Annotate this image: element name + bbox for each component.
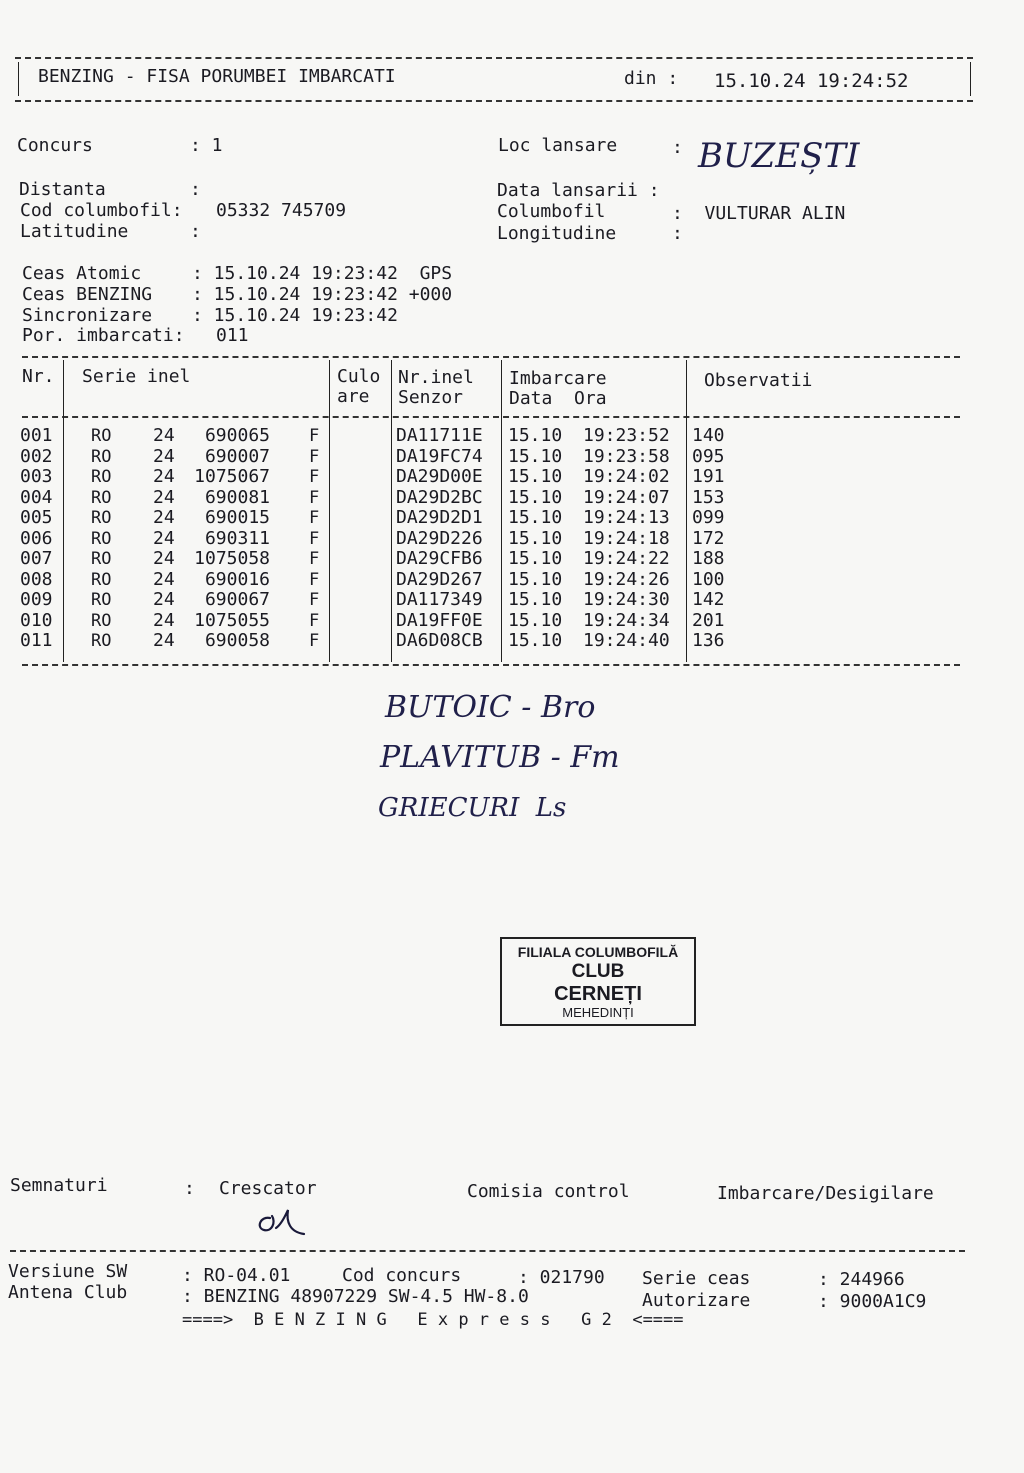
latitudine-label: Latitudine [20, 221, 129, 242]
th-nr-inel-1: Nr.inel [398, 367, 474, 388]
crescator-signature [252, 1204, 314, 1240]
cell-sensor: DA29D00E [396, 466, 483, 487]
cell-obs: 188 [692, 548, 725, 569]
table-row [0, 570, 1024, 590]
cell-date: 15.10 [508, 527, 563, 549]
cell-country: RO [91, 631, 112, 651]
cell-sex: F [309, 590, 320, 610]
serie-ceas-label: Serie ceas [642, 1268, 751, 1289]
loc-lansare-label: Loc lansare [498, 135, 618, 156]
cell-year: 24 [153, 589, 175, 610]
cell-country: RO [91, 590, 112, 610]
ceas-benzing-label: Ceas BENZING [22, 284, 153, 305]
th-imbarcare-2: Data Ora [509, 388, 607, 409]
header-top-border [15, 57, 973, 59]
cell-year: 24 [153, 486, 175, 508]
cell-sex: F [309, 467, 320, 487]
versiune-sw-value: : RO-04.01 [182, 1265, 291, 1286]
cell-date: 15.10 [508, 507, 563, 528]
cell-sensor: DA29CFB6 [396, 548, 483, 569]
table-row [0, 631, 1024, 651]
cell-nr: 004 [20, 486, 53, 508]
antena-club-label: Antena Club [8, 1282, 128, 1303]
th-nr: Nr. [22, 366, 55, 387]
th-culoare-2: are [337, 386, 370, 407]
cell-obs: 136 [692, 630, 725, 651]
cell-year: 24 [153, 507, 175, 528]
th-serie-inel: Serie inel [82, 366, 191, 387]
semnaturi-colon: : [184, 1178, 195, 1199]
cell-time: 19:24:26 [583, 568, 670, 590]
semnaturi-label: Semnaturi [10, 1175, 108, 1196]
cell-sensor: DA29D226 [396, 527, 483, 549]
latitudine-value: : [190, 221, 201, 242]
header-bottom-border [15, 100, 973, 102]
cell-sex: F [309, 508, 320, 528]
cell-obs: 100 [692, 568, 725, 590]
cell-date: 15.10 [508, 445, 563, 467]
autorizare-label: Autorizare [642, 1290, 751, 1311]
th-imbarcare-1: Imbarcare [509, 368, 607, 389]
cell-sex: F [309, 631, 320, 651]
autorizare-value: : 9000A1C9 [818, 1291, 927, 1312]
por-imbarcati-label: Por. imbarcati: [22, 325, 185, 346]
cell-obs: 099 [692, 507, 725, 528]
cell-country: RO [91, 610, 112, 631]
table-top-border [22, 356, 960, 358]
cell-year: 24 [153, 609, 175, 631]
cell-country: RO [91, 549, 112, 569]
sincronizare-value: : 15.10.24 19:23:42 [192, 305, 398, 326]
longitudine-label: Longitudine [497, 223, 617, 244]
serie-ceas-value: : 244966 [818, 1269, 905, 1290]
cell-date: 15.10 [508, 568, 563, 590]
benzing-express-banner: ====> B E N Z I N G E x p r e s s G 2 <==== [182, 1310, 684, 1330]
versiune-sw-label: Versiune SW [8, 1261, 128, 1282]
handwritten-note: PLAVITUB - Fm [380, 740, 620, 775]
cod-columbofil-label: Cod columbofil: [20, 200, 183, 221]
cell-sex: F [309, 569, 320, 590]
cell-sex: F [309, 426, 320, 446]
table-header-divider [22, 416, 960, 418]
cell-year: 24 [153, 630, 175, 651]
cell-time: 19:24:40 [583, 630, 670, 651]
page-title: BENZING - FISA PORUMBEI IMBARCATI [38, 66, 396, 87]
concurs-label: Concurs [17, 135, 93, 156]
table-row [0, 611, 1024, 631]
imbarcare-desigilare-label: Imbarcare/Desigilare [717, 1183, 934, 1204]
cell-time: 19:24:18 [583, 527, 670, 549]
table-row [0, 590, 1024, 610]
cell-ring: 690081 [204, 486, 270, 508]
cell-sensor: DA29D2D1 [396, 507, 483, 528]
cell-nr: 008 [20, 568, 53, 590]
cell-nr: 007 [20, 548, 53, 569]
cell-nr: 011 [20, 630, 53, 651]
columbofil-value: : VULTURAR ALIN [672, 203, 846, 224]
cell-obs: 140 [692, 425, 725, 446]
club-stamp [500, 937, 696, 1026]
cell-date: 15.10 [508, 548, 563, 569]
cell-year: 24 [153, 425, 175, 446]
cell-sex: F [309, 549, 320, 569]
cell-sensor: DA29D2BC [396, 486, 483, 508]
cell-time: 19:24:34 [583, 609, 670, 631]
cell-nr: 009 [20, 589, 53, 610]
crescator-label: Crescator [219, 1178, 317, 1199]
cell-obs: 095 [692, 445, 725, 467]
th-culoare-1: Culo [337, 366, 381, 387]
cell-ring: 690067 [204, 589, 270, 610]
cell-year: 24 [153, 568, 175, 590]
distanta-value: : [190, 179, 201, 200]
cell-time: 19:24:02 [583, 466, 670, 487]
handwritten-note: BUTOIC - Bro [385, 690, 596, 725]
cell-country: RO [91, 487, 112, 508]
distanta-label: Distanta [19, 179, 106, 200]
comisia-control-label: Comisia control [467, 1181, 630, 1202]
header-datetime: 15.10.24 19:24:52 [714, 70, 909, 92]
cell-ring: 690007 [204, 445, 270, 467]
cod-concurs-label: Cod concurs [342, 1265, 462, 1286]
stamp-line-filiala: FILIALA COLUMBOFILĂ [517, 944, 679, 960]
stamp-line-club: CLUB [571, 960, 625, 982]
cell-date: 15.10 [508, 609, 563, 631]
cell-ring: 1075055 [194, 609, 270, 631]
cell-nr: 001 [20, 425, 53, 446]
cell-ring: 690015 [204, 507, 270, 528]
cell-sensor: DA6D08CB [396, 630, 483, 651]
cell-time: 19:24:13 [583, 507, 670, 528]
cell-ring: 1075058 [194, 548, 270, 569]
cell-time: 19:24:30 [583, 589, 670, 610]
ceas-benzing-value: : 15.10.24 19:23:42 +000 [192, 284, 453, 305]
ceas-atomic-label: Ceas Atomic [22, 263, 142, 284]
cell-nr: 003 [20, 466, 53, 487]
cell-country: RO [91, 508, 112, 528]
cell-nr: 010 [20, 609, 53, 631]
ceas-atomic-value: : 15.10.24 19:23:42 GPS [192, 263, 453, 284]
cell-nr: 006 [20, 527, 53, 549]
cell-time: 19:23:52 [583, 425, 670, 446]
cell-sex: F [309, 610, 320, 631]
table-row [0, 549, 1024, 569]
handwritten-note: GRIECURI Ls [378, 793, 567, 823]
data-lansarii-label: Data lansarii : [497, 180, 660, 201]
stamp-line-cerneti: CERNEȚI [554, 982, 642, 1005]
cell-obs: 201 [692, 609, 725, 631]
cod-columbofil-value: 05332 745709 [216, 200, 347, 221]
cell-country: RO [91, 569, 112, 590]
table-bottom-border [22, 664, 960, 666]
loc-lansare-handwritten: BUZEȘTI [698, 136, 860, 176]
cell-time: 19:24:22 [583, 548, 670, 569]
header-din-label: din : [624, 68, 679, 89]
table-row [0, 508, 1024, 528]
cell-country: RO [91, 446, 112, 467]
sincronizare-label: Sincronizare [22, 305, 153, 326]
cell-year: 24 [153, 466, 175, 487]
stamp-line-mehedinti: MEHEDINȚI [562, 1004, 634, 1020]
longitudine-value: : [672, 223, 683, 244]
loc-lansare-colon: : [672, 137, 683, 158]
cell-sex: F [309, 446, 320, 467]
header-right-border [970, 62, 971, 96]
table-row [0, 426, 1024, 446]
cell-ring: 690016 [204, 568, 270, 590]
table-row [0, 488, 1024, 508]
table-row [0, 447, 1024, 467]
table-row [0, 467, 1024, 487]
cell-date: 15.10 [508, 486, 563, 508]
cell-sex: F [309, 487, 320, 508]
cell-year: 24 [153, 548, 175, 569]
cell-year: 24 [153, 445, 175, 467]
cod-concurs-value: : 021790 [518, 1267, 605, 1288]
concurs-value: : 1 [190, 135, 223, 156]
cell-sensor: DA11711E [396, 425, 483, 446]
cell-country: RO [91, 528, 112, 549]
cell-sensor: DA19FC74 [396, 445, 483, 467]
cell-ring: 690311 [204, 527, 270, 549]
table-row [0, 529, 1024, 549]
footer-divider [10, 1250, 965, 1252]
cell-country: RO [91, 426, 112, 446]
cell-nr: 005 [20, 507, 53, 528]
cell-sensor: DA117349 [396, 589, 483, 610]
columbofil-label: Columbofil [497, 201, 606, 222]
cell-date: 15.10 [508, 589, 563, 610]
cell-obs: 172 [692, 527, 725, 549]
cell-obs: 191 [692, 466, 725, 487]
cell-date: 15.10 [508, 630, 563, 651]
th-nr-inel-2: Senzor [398, 387, 464, 408]
cell-sex: F [309, 528, 320, 549]
cell-sensor: DA19FF0E [396, 609, 483, 631]
cell-time: 19:24:07 [583, 486, 670, 508]
cell-obs: 153 [692, 486, 725, 508]
cell-date: 15.10 [508, 425, 563, 446]
header-left-border [18, 62, 19, 96]
cell-nr: 002 [20, 445, 53, 467]
cell-ring: 1075067 [194, 466, 270, 487]
cell-date: 15.10 [508, 466, 563, 487]
cell-time: 19:23:58 [583, 445, 670, 467]
cell-year: 24 [153, 527, 175, 549]
cell-ring: 690058 [204, 630, 270, 651]
cell-sensor: DA29D267 [396, 568, 483, 590]
cell-ring: 690065 [204, 425, 270, 446]
antena-club-value: : BENZING 48907229 SW-4.5 HW-8.0 [182, 1286, 529, 1307]
por-imbarcati-value: 011 [216, 325, 249, 346]
cell-country: RO [91, 467, 112, 487]
cell-obs: 142 [692, 589, 725, 610]
th-observatii: Observatii [704, 370, 813, 391]
